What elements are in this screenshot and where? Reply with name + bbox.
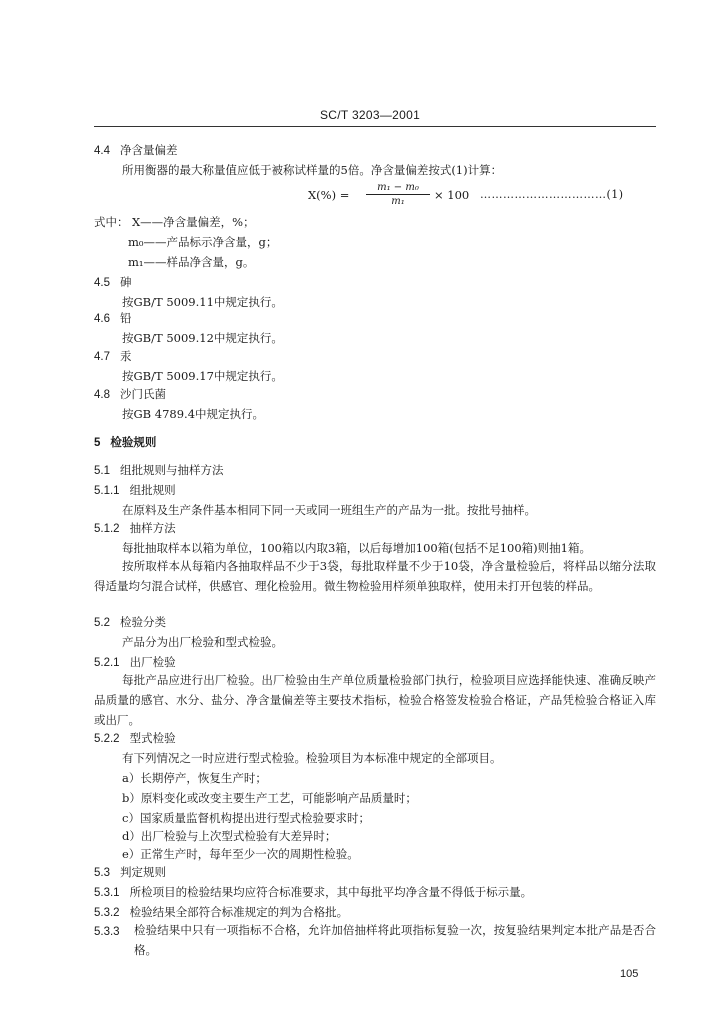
variable-m0: m₀——产品标示净含量，g； (128, 235, 278, 249)
section-title: 净含量偏差 (120, 143, 178, 157)
section-number: 5 (94, 437, 101, 449)
section-4-8-heading (94, 386, 166, 402)
section-title: 组批规则 (129, 483, 176, 497)
section-title: 检验规则 (110, 435, 157, 449)
section-number: 5.2.2 (94, 733, 120, 745)
section-title: 砷 (120, 275, 132, 289)
section-title: 抽样方法 (129, 521, 176, 535)
section-text: 检验结果全部符合标准规定的判为合格批。 (129, 905, 349, 919)
section-5-3-3-number (94, 924, 130, 938)
section-5-2-2-text: 有下列情况之一时应进行型式检验。检验项目为本标准中规定的全部项目。 (122, 751, 502, 765)
section-4-4-heading (94, 142, 178, 158)
section-4-5-heading (94, 274, 132, 290)
section-number: 5.1 (94, 465, 110, 477)
section-5-heading (94, 434, 156, 450)
section-4-5-text: 按GB/T 5009.11中规定执行。 (122, 295, 283, 309)
section-5-1-heading (94, 462, 224, 478)
section-5-1-2-paragraph-2: 按所取样本从每箱内各抽取样品不少于3袋，每批取样量不少于10袋，净含量检验后，将样品以缩分法取得适量均匀混合试样，供感官、理化检验用。微生物检验用样须单独取样，使用未打开包装的样品。 (94, 559, 656, 593)
section-5-1-1-text: 在原料及生产条件基本相同下同一天或同一班组生产的产品为一批。按批号抽样。 (122, 503, 536, 517)
section-number: 5.2.1 (94, 657, 120, 669)
formula-denominator: m₁ (391, 196, 405, 207)
section-number: 5.2 (94, 617, 110, 629)
section-5-3-heading (94, 864, 166, 880)
section-number: 5.3.1 (94, 887, 120, 899)
list-item: c）国家质量监督机构提出进行型式检验要求时； (122, 811, 370, 825)
variable-m1: m₁——样品净含量，g。 (128, 255, 255, 269)
section-5-1-2-paragraph-1: 每批抽取样本以箱为单位，100箱以内取3箱，以后每增加100箱(包括不足100箱)则抽1箱。 (122, 541, 591, 555)
section-4-6-text: 按GB/T 5009.12中规定执行。 (122, 331, 283, 345)
section-title: 型式检验 (129, 731, 176, 745)
section-5-3-1 (94, 884, 532, 900)
section-title: 出厂检验 (129, 655, 176, 669)
list-item: d）出厂检验与上次型式检验有大差异时； (122, 829, 337, 843)
section-4-7-heading (94, 348, 132, 364)
list-item: a）长期停产，恢复生产时； (122, 771, 267, 785)
section-5-1-1-heading (94, 482, 176, 498)
section-4-6-heading (94, 310, 132, 326)
section-number: 4.7 (94, 351, 110, 363)
variables-intro: 式中： (94, 215, 129, 229)
section-title: 判定规则 (120, 865, 166, 879)
list-item: e）正常生产时，每年至少一次的周期性检验。 (122, 847, 359, 861)
section-4-7-text: 按GB/T 5009.17中规定执行。 (122, 369, 283, 383)
formula-lhs: X(%) = (308, 188, 350, 202)
equation-number: ……………………………(1) (480, 188, 624, 201)
section-text: 检验结果中只有一项指标不合格，允许加倍抽样将此项指标复验一次，按复验结果判定本批产品是否合格。 (134, 923, 656, 957)
section-5-3-2 (94, 904, 348, 920)
section-number: 5.1.1 (94, 485, 120, 497)
section-title: 组批规则与抽样方法 (120, 463, 224, 477)
section-title: 检验分类 (120, 615, 166, 629)
section-number: 5.3.3 (94, 926, 120, 938)
page-number: 105 (620, 968, 639, 980)
formula-numerator: m₁ − m₀ (366, 182, 430, 195)
section-4-8-text: 按GB 4789.4中规定执行。 (122, 407, 265, 421)
standard-code: SC/T 3203—2001 (320, 108, 421, 122)
section-5-1-2-heading (94, 520, 176, 536)
formula-multiplier: × 100 (434, 188, 470, 202)
section-5-3-3-text (134, 920, 656, 960)
section-5-2-heading (94, 614, 166, 630)
section-4-4-text: 所用衡器的最大称量值应低于被称试样量的5倍。净含量偏差按式(1)计算： (122, 163, 503, 177)
header-rule (94, 126, 656, 127)
section-5-2-2-heading (94, 730, 176, 746)
section-number: 4.5 (94, 277, 110, 289)
section-number: 4.4 (94, 145, 110, 157)
section-5-2-1-heading (94, 654, 176, 670)
section-number: 4.6 (94, 313, 110, 325)
formula-fraction (366, 182, 430, 207)
section-number: 5.3 (94, 867, 110, 879)
variable-x: X——净含量偏差，%； (132, 215, 255, 229)
section-title: 汞 (120, 349, 132, 363)
section-5-2-1-text: 每批产品应进行出厂检验。出厂检验由生产单位质量检验部门执行，检验项目应选择能快速、准确反映产品质量的感官、水分、盐分、净含量偏差等主要技术指标，检验合格签发检验合格证，产品凭检验合格证入库或出厂。 (94, 673, 656, 727)
section-title: 沙门氏菌 (120, 387, 166, 401)
section-text: 所检项目的检验结果均应符合标准要求，其中每批平均净含量不得低于标示量。 (129, 885, 533, 899)
section-number: 4.8 (94, 389, 110, 401)
section-title: 铅 (120, 311, 132, 325)
section-number: 5.3.2 (94, 907, 120, 919)
section-number: 5.1.2 (94, 523, 120, 535)
list-item: b）原料变化或改变主要生产工艺，可能影响产品质量时； (122, 791, 417, 805)
section-5-2-text: 产品分为出厂检验和型式检验。 (122, 635, 283, 649)
